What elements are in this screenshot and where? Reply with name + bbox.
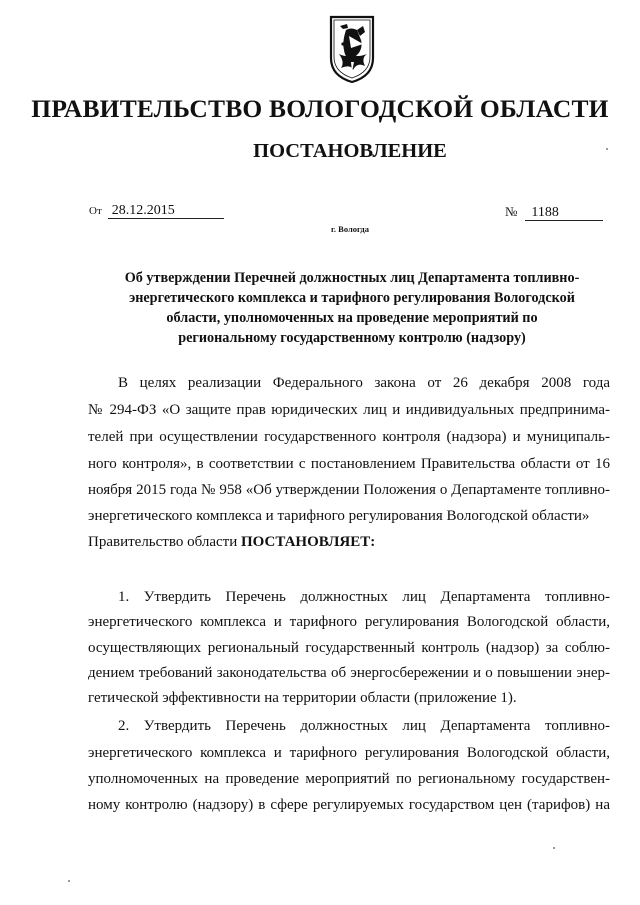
item-2-line: 2. Утвердить Перечень должностных лиц Департамента топливно- [118,718,610,734]
item-1-line: дением требований законодательства об энергосбережении и о повышении энер- [88,665,610,681]
document-subject [95,268,609,348]
item-2-line: энергетического комплекса и тарифного регулирования Вологодской области, [88,745,610,761]
preamble-line: ноября 2015 года № 958 «Об утверждении Положения о Департаменте топливно- [88,482,610,498]
city: г. Вологда [331,224,369,234]
item-1-line: гетической эффективности на территории области (приложение 1). [88,690,517,706]
subject-line: области, уполномоченных на проведение мероприятий по [166,310,538,326]
subject-line: Об утверждении Перечней должностных лиц Департамента топливно- [124,270,580,286]
number-label: № [505,204,518,219]
scan-speck [606,148,608,150]
subject-line: региональному государственному контролю (надзору) [178,330,526,346]
resolution-keyword: ПОСТАНОВЛЯЕТ: [240,534,376,550]
preamble-line: энергетического комплекса и тарифного регулирования Вологодской области» [88,508,590,524]
preamble-line: № 294-ФЗ «О защите прав юридических лиц и индивидуальных предпринима- [88,402,610,418]
government-title: ПРАВИТЕЛЬСТВО ВОЛОГОДСКОЙ ОБЛАСТИ [31,94,609,123]
item-2-line: уполномоченных на проведение мероприятий по региональному государствен- [88,771,610,787]
preamble-line: В целях реализации Федерального закона от 26 декабря 2008 года [118,375,610,391]
preamble-line: телей при осуществлении государственного контроля (надзора) и муниципаль- [88,429,610,445]
date-label: От [89,205,102,217]
scan-speck [553,847,555,849]
date-value: 28.12.2015 [108,204,224,219]
preamble-closing [88,534,610,551]
subject-line: энергетического комплекса и тарифного регулирования Вологодской [129,290,575,306]
vologda-coat-of-arms-icon [327,14,377,84]
item-1-line: 1. Утвердить Перечень должностных лиц Департамента топливно- [118,589,610,605]
item-2-line: ному контролю (надзору) в сфере регулируемых государством цен (тарифов) на [88,797,610,813]
document-type: ПОСТАНОВЛЕНИЕ [253,140,447,162]
scan-speck [68,880,70,882]
preamble-closing-text: Правительство области [88,534,241,550]
number-block [505,204,603,221]
number-value: 1188 [525,206,603,221]
preamble-line: ного контроля», в соответствии с постановлением Правительства области от 16 [88,456,610,472]
item-1-line: осуществляющих региональный государственный контроль (надзор) за соблю- [88,640,610,656]
date-block [89,204,224,219]
item-1-line: энергетического комплекса и тарифного регулирования Вологодской области, [88,614,610,630]
